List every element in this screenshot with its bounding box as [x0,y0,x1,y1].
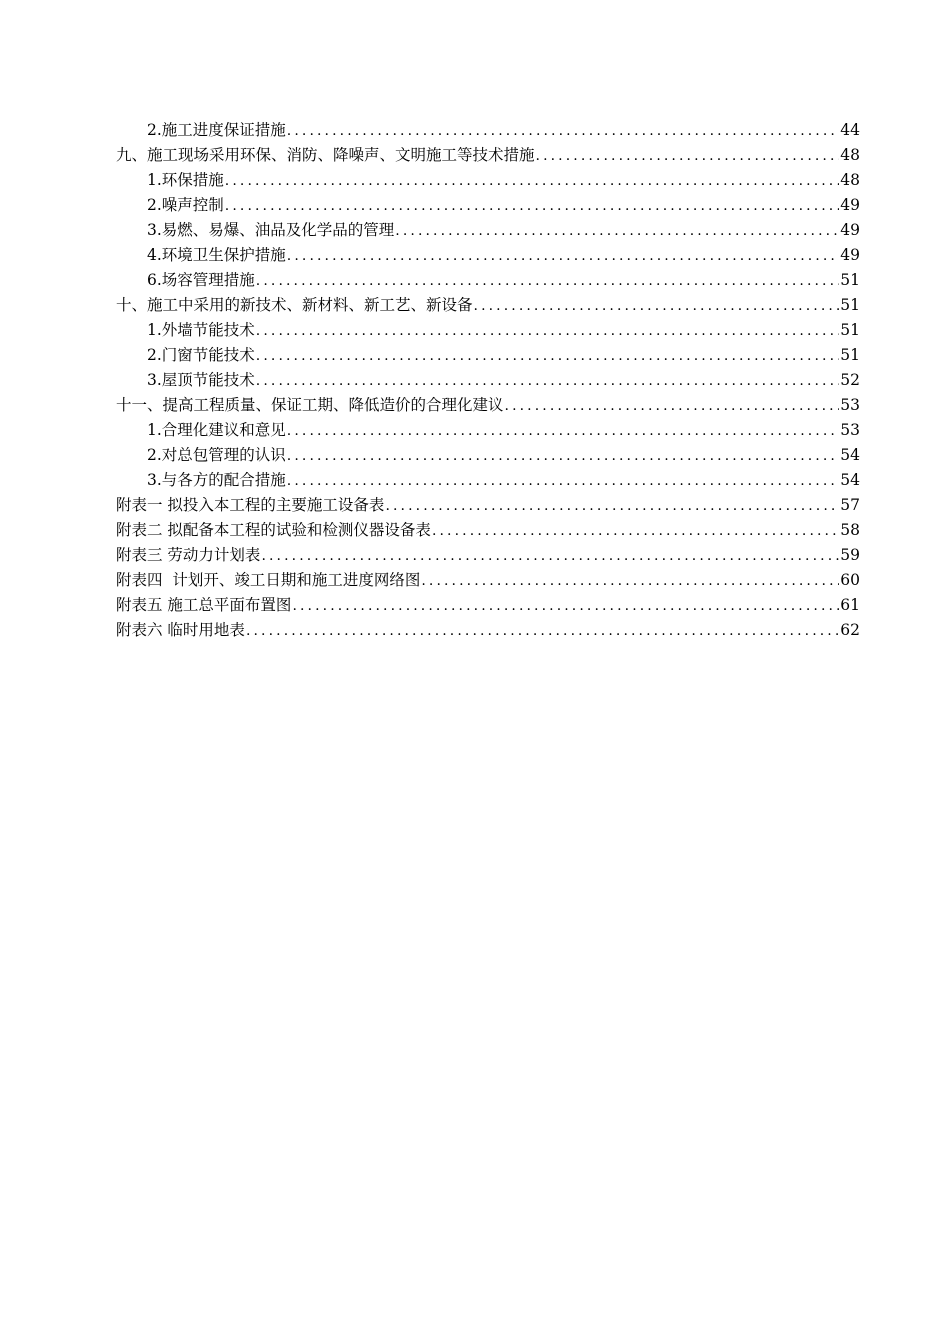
toc-entry-title: 附表六 临时用地表 [116,621,245,639]
toc-entry-title: 十一、提高工程质量、保证工期、降低造价的合理化建议 [116,396,504,414]
toc-leader-dots [536,144,840,169]
toc-leader-dots [287,469,839,494]
toc-leader-dots [287,444,839,469]
toc-entry-title: 附表二 拟配备本工程的试验和检测仪器设备表 [116,521,431,539]
toc-entry-page: 49 [840,246,860,264]
toc-entry[interactable] [116,293,860,318]
toc-entry-page: 54 [840,471,860,489]
toc-entry-page: 48 [840,171,860,189]
toc-entry-title: 2.对总包管理的认识 [147,446,286,464]
toc-entry-title: 4.环境卫生保护措施 [147,246,286,264]
toc-entry[interactable] [116,268,860,293]
toc-entry-page: 49 [840,221,860,239]
toc-entry-page: 53 [840,421,860,439]
toc-entry-title: 3.屋顶节能技术 [147,371,255,389]
toc-entry-page: 44 [840,121,860,139]
toc-entry-title: 附表一 拟投入本工程的主要施工设备表 [116,496,385,514]
toc-entry[interactable] [116,543,860,568]
toc-entry-title: 1.外墙节能技术 [147,321,255,339]
toc-entry[interactable] [116,343,860,368]
toc-entry[interactable] [116,193,860,218]
toc-entry-page: 51 [840,321,860,339]
toc-entry[interactable] [116,418,860,443]
toc-entry[interactable] [116,118,860,143]
toc-entry-page: 57 [840,496,860,514]
toc-leader-dots [256,319,839,344]
toc-entry[interactable] [116,618,860,643]
toc-entry-page: 53 [840,396,860,414]
toc-entry-title: 十、施工中采用的新技术、新材料、新工艺、新设备 [116,296,473,314]
toc-leader-dots [474,294,840,319]
toc-leader-dots [385,494,839,519]
toc-entry-page: 48 [840,146,860,164]
toc-entry[interactable] [116,468,860,493]
toc-leader-dots [256,369,839,394]
toc-leader-dots [256,344,839,369]
toc-entry-page: 59 [840,546,860,564]
toc-entry-page: 49 [840,196,860,214]
toc-entry-title: 附表三 劳动力计划表 [116,546,261,564]
toc-entry-title: 1.合理化建议和意见 [147,421,286,439]
toc-entry-page: 60 [840,571,860,589]
toc-leader-dots [292,594,839,619]
toc-entry[interactable] [116,143,860,168]
toc-entry[interactable] [116,443,860,468]
toc-leader-dots [432,519,839,544]
toc-entry-title: 附表五 施工总平面布置图 [116,596,292,614]
toc-entry-title: 2.噪声控制 [147,196,224,214]
toc-entry[interactable] [116,318,860,343]
toc-entry-page: 52 [840,371,860,389]
toc-entry-page: 51 [840,296,860,314]
toc-entry-title: 附表四 计划开、竣工日期和施工进度网络图 [116,571,421,589]
toc-entry-title: 3.易燃、易爆、油品及化学品的管理 [147,221,395,239]
toc-entry-title: 6.场容管理措施 [147,271,255,289]
toc-entry[interactable] [116,518,860,543]
toc-leader-dots [421,569,839,594]
toc-leader-dots [246,619,839,644]
toc-entry[interactable] [116,393,860,418]
toc-entry[interactable] [116,368,860,393]
toc-entry-page: 61 [840,596,860,614]
toc-entry-page: 62 [840,621,860,639]
toc-leader-dots [261,544,839,569]
toc-entry[interactable] [116,218,860,243]
toc-leader-dots [225,194,839,219]
toc-entry-page: 58 [840,521,860,539]
toc-entry-title: 1.环保措施 [147,171,224,189]
toc-leader-dots [225,169,839,194]
toc-entry[interactable] [116,493,860,518]
toc-leader-dots [395,219,839,244]
toc-entry-page: 51 [840,346,860,364]
toc-entry[interactable] [116,243,860,268]
toc-leader-dots [287,119,839,144]
toc-entry-page: 54 [840,446,860,464]
toc-entry[interactable] [116,568,860,593]
toc-entry-title: 2.施工进度保证措施 [147,121,286,139]
toc-leader-dots [287,244,839,269]
toc-entry[interactable] [116,593,860,618]
toc-entry-title: 3.与各方的配合措施 [147,471,286,489]
toc-entry-title: 九、施工现场采用环保、消防、降噪声、文明施工等技术措施 [116,146,535,164]
toc-entry-title: 2.门窗节能技术 [147,346,255,364]
toc-leader-dots [287,419,839,444]
toc-entry-page: 51 [840,271,860,289]
table-of-contents [116,118,860,643]
toc-leader-dots [505,394,840,419]
toc-entry[interactable] [116,168,860,193]
toc-leader-dots [256,269,839,294]
